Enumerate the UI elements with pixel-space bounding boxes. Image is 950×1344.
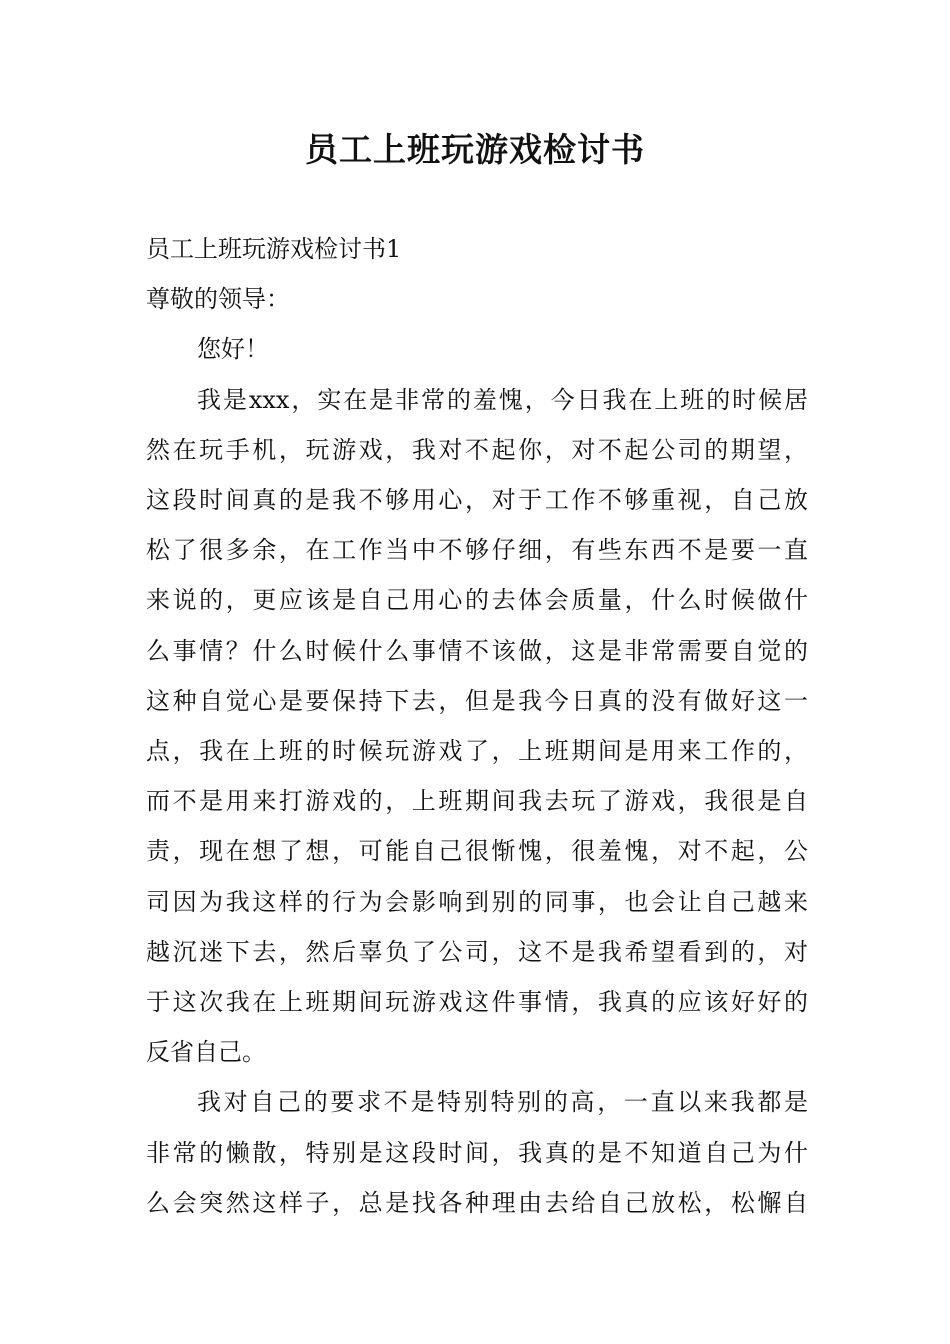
paragraph-1-line-1: 我是xxx，实在是非常的羞愧，今日我在上班的时候居 [197, 385, 808, 414]
greeting: 您好！ [197, 335, 269, 364]
paragraph-1-line-10: 责，现在想了想，可能自己很惭愧，很羞愧，对不起，公 [146, 837, 808, 866]
paragraph-1-line-2: 然在玩手机，玩游戏，我对不起你，对不起公司的期望， [146, 435, 808, 464]
paragraph-1-line-11: 司因为我这样的行为会影响到别的同事，也会让自己越来 [146, 887, 808, 916]
paragraph-1-line-6: 么事情？什么时候什么事情不该做，这是非常需要自觉的 [146, 636, 808, 665]
paragraph-2-line-3: 么会突然这样子，总是找各种理由去给自己放松，松懈自 [146, 1188, 808, 1217]
salutation: 尊敬的领导： [146, 285, 290, 314]
paragraph-1-line-13: 于这次我在上班期间玩游戏这件事情，我真的应该好好的 [146, 988, 808, 1017]
paragraph-1-line-8: 点，我在上班的时候玩游戏了，上班期间是用来工作的， [146, 737, 808, 766]
paragraph-1-line-5: 来说的，更应该是自己用心的去体会质量，什么时候做什 [146, 586, 808, 615]
paragraph-2-line-2: 非常的懒散，特别是这段时间，我真的是不知道自己为什 [146, 1138, 808, 1167]
paragraph-1-line-4: 松了很多余，在工作当中不够仔细，有些东西不是要一直 [146, 536, 808, 565]
paragraph-1-line-14: 反省自己。 [146, 1038, 266, 1067]
document-subtitle: 员工上班玩游戏检讨书1 [146, 235, 402, 263]
paragraph-1-line-3: 这段时间真的是我不够用心，对于工作不够重视，自己放 [146, 486, 808, 515]
paragraph-1-line-9: 而不是用来打游戏的，上班期间我去玩了游戏，我很是自 [146, 787, 808, 816]
paragraph-1-line-7: 这种自觉心是要保持下去，但是我今日真的没有做好这一 [146, 686, 808, 715]
document-body [146, 224, 808, 1228]
document-title: 员工上班玩游戏检讨书 [305, 130, 645, 169]
paragraph-2-line-1: 我对自己的要求不是特别特别的高，一直以来我都是 [197, 1088, 808, 1117]
paragraph-1-line-12: 越沉迷下去，然后辜负了公司，这不是我希望看到的，对 [146, 937, 808, 966]
